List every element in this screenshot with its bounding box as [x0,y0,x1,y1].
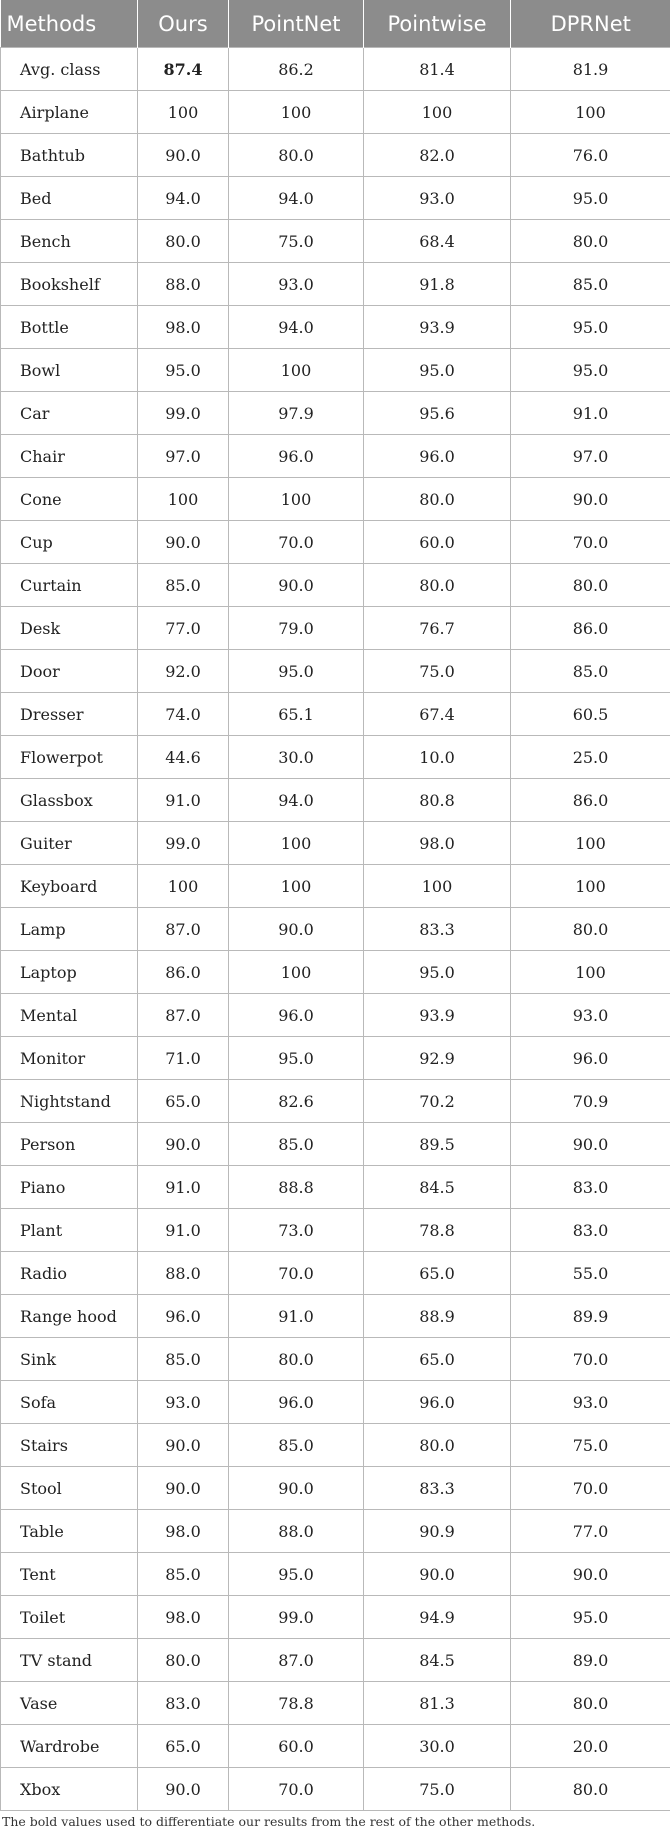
cell-dprnet: 100 [511,865,670,908]
cell-pointnet: 93.0 [229,263,364,306]
cell-ours: 88.0 [138,263,229,306]
row-label: Keyboard [1,865,138,908]
table-row [1,822,670,865]
row-label: Plant [1,1209,138,1252]
cell-dprnet: 80.0 [511,220,670,263]
cell-pointnet: 73.0 [229,1209,364,1252]
cell-dprnet: 85.0 [511,650,670,693]
row-label: Bed [1,177,138,220]
cell-ours: 100 [138,865,229,908]
cell-ours: 100 [138,478,229,521]
cell-ours: 86.0 [138,951,229,994]
cell-ours: 98.0 [138,306,229,349]
row-label: TV stand [1,1639,138,1682]
cell-pointwise: 70.2 [364,1080,511,1123]
row-label: Person [1,1123,138,1166]
cell-dprnet: 80.0 [511,564,670,607]
cell-pointnet: 80.0 [229,134,364,177]
cell-pointnet: 78.8 [229,1682,364,1725]
row-label: Bookshelf [1,263,138,306]
table-row [1,908,670,951]
cell-ours: 71.0 [138,1037,229,1080]
cell-dprnet: 83.0 [511,1166,670,1209]
table-row [1,865,670,908]
cell-pointnet: 75.0 [229,220,364,263]
table-row [1,1252,670,1295]
row-label: Sink [1,1338,138,1381]
cell-dprnet: 75.0 [511,1424,670,1467]
cell-ours: 95.0 [138,349,229,392]
table-row [1,48,670,91]
cell-ours: 98.0 [138,1596,229,1639]
cell-ours: 90.0 [138,1424,229,1467]
cell-pointnet: 94.0 [229,306,364,349]
cell-pointwise: 84.5 [364,1639,511,1682]
cell-pointwise: 92.9 [364,1037,511,1080]
cell-dprnet: 80.0 [511,908,670,951]
cell-pointwise: 83.3 [364,1467,511,1510]
cell-dprnet: 83.0 [511,1209,670,1252]
cell-pointnet: 96.0 [229,1381,364,1424]
cell-pointwise: 93.9 [364,306,511,349]
row-label: Radio [1,1252,138,1295]
cell-pointnet: 96.0 [229,435,364,478]
table-row [1,650,670,693]
row-label: Lamp [1,908,138,951]
cell-pointwise: 78.8 [364,1209,511,1252]
table-footnote: The bold values used to differentiate our results from the rest of the other methods. [2,1814,536,1829]
table-row [1,693,670,736]
table-row [1,1381,670,1424]
row-label: Nightstand [1,1080,138,1123]
cell-pointnet: 70.0 [229,1768,364,1811]
table-row [1,564,670,607]
table-row [1,177,670,220]
cell-ours: 88.0 [138,1252,229,1295]
table-row [1,521,670,564]
cell-pointwise: 96.0 [364,1381,511,1424]
cell-pointnet: 90.0 [229,1467,364,1510]
cell-pointnet: 100 [229,478,364,521]
cell-pointwise: 82.0 [364,134,511,177]
cell-ours: 87.0 [138,908,229,951]
cell-dprnet: 76.0 [511,134,670,177]
cell-dprnet: 70.9 [511,1080,670,1123]
cell-dprnet: 60.5 [511,693,670,736]
table-row [1,736,670,779]
cell-pointwise: 81.3 [364,1682,511,1725]
cell-pointnet: 100 [229,951,364,994]
cell-pointwise: 88.9 [364,1295,511,1338]
cell-dprnet: 100 [511,91,670,134]
cell-ours: 77.0 [138,607,229,650]
cell-ours: 99.0 [138,392,229,435]
cell-dprnet: 70.0 [511,1338,670,1381]
table-row [1,91,670,134]
row-label: Glassbox [1,779,138,822]
cell-pointwise: 94.9 [364,1596,511,1639]
cell-pointwise: 75.0 [364,650,511,693]
row-label: Mental [1,994,138,1037]
cell-pointwise: 90.0 [364,1553,511,1596]
table-row [1,779,670,822]
cell-ours: 93.0 [138,1381,229,1424]
cell-dprnet: 90.0 [511,1123,670,1166]
cell-ours: 99.0 [138,822,229,865]
row-label: Bathtub [1,134,138,177]
cell-ours: 100 [138,91,229,134]
cell-ours: 90.0 [138,1768,229,1811]
cell-dprnet: 95.0 [511,349,670,392]
table-row [1,1295,670,1338]
cell-ours: 90.0 [138,521,229,564]
table-row [1,220,670,263]
header-ours: Ours [138,0,229,48]
cell-dprnet: 90.0 [511,478,670,521]
row-label: Vase [1,1682,138,1725]
cell-pointwise: 10.0 [364,736,511,779]
cell-pointwise: 80.0 [364,564,511,607]
cell-pointwise: 75.0 [364,1768,511,1811]
cell-dprnet: 97.0 [511,435,670,478]
cell-ours: 91.0 [138,779,229,822]
cell-ours: 90.0 [138,1123,229,1166]
cell-dprnet: 95.0 [511,177,670,220]
cell-ours: 65.0 [138,1725,229,1768]
cell-pointwise: 90.9 [364,1510,511,1553]
cell-pointwise: 95.0 [364,951,511,994]
cell-ours: 87.4 [138,48,229,91]
cell-dprnet: 85.0 [511,263,670,306]
row-label: Door [1,650,138,693]
header-row [1,0,670,48]
row-label: Curtain [1,564,138,607]
cell-ours: 85.0 [138,1553,229,1596]
cell-pointnet: 90.0 [229,908,364,951]
cell-ours: 80.0 [138,1639,229,1682]
cell-pointnet: 86.2 [229,48,364,91]
row-label: Guiter [1,822,138,865]
cell-dprnet: 89.0 [511,1639,670,1682]
table-row [1,1080,670,1123]
cell-pointwise: 91.8 [364,263,511,306]
cell-pointnet: 85.0 [229,1123,364,1166]
cell-pointnet: 60.0 [229,1725,364,1768]
cell-pointnet: 100 [229,349,364,392]
table-row [1,1424,670,1467]
cell-dprnet: 100 [511,951,670,994]
header-pointwise: Pointwise [364,0,511,48]
cell-dprnet: 90.0 [511,1553,670,1596]
cell-pointwise: 30.0 [364,1725,511,1768]
cell-pointwise: 100 [364,91,511,134]
cell-pointnet: 85.0 [229,1424,364,1467]
row-label: Bench [1,220,138,263]
row-label: Stool [1,1467,138,1510]
table-row [1,306,670,349]
row-label: Monitor [1,1037,138,1080]
table-row [1,1166,670,1209]
header-methods: Methods [1,0,138,48]
table-row [1,1037,670,1080]
cell-pointwise: 93.9 [364,994,511,1037]
cell-pointwise: 80.0 [364,478,511,521]
row-label: Stairs [1,1424,138,1467]
cell-dprnet: 86.0 [511,779,670,822]
cell-ours: 87.0 [138,994,229,1037]
cell-pointnet: 100 [229,822,364,865]
cell-pointwise: 100 [364,865,511,908]
cell-pointnet: 95.0 [229,650,364,693]
table-row [1,607,670,650]
cell-ours: 74.0 [138,693,229,736]
cell-pointwise: 65.0 [364,1252,511,1295]
cell-pointnet: 65.1 [229,693,364,736]
cell-pointwise: 76.7 [364,607,511,650]
cell-pointnet: 95.0 [229,1553,364,1596]
cell-pointwise: 68.4 [364,220,511,263]
row-label: Airplane [1,91,138,134]
cell-dprnet: 89.9 [511,1295,670,1338]
cell-dprnet: 80.0 [511,1768,670,1811]
table-row [1,263,670,306]
row-label: Laptop [1,951,138,994]
cell-ours: 44.6 [138,736,229,779]
row-label: Toilet [1,1596,138,1639]
cell-dprnet: 20.0 [511,1725,670,1768]
cell-ours: 85.0 [138,564,229,607]
row-label: Car [1,392,138,435]
table-row [1,951,670,994]
table-row [1,1725,670,1768]
cell-dprnet: 96.0 [511,1037,670,1080]
cell-pointwise: 83.3 [364,908,511,951]
table-row [1,1209,670,1252]
cell-pointnet: 70.0 [229,1252,364,1295]
cell-pointnet: 96.0 [229,994,364,1037]
table-header [1,0,670,48]
cell-pointwise: 81.4 [364,48,511,91]
cell-dprnet: 93.0 [511,1381,670,1424]
row-label: Table [1,1510,138,1553]
row-label: Xbox [1,1768,138,1811]
cell-dprnet: 70.0 [511,521,670,564]
cell-ours: 96.0 [138,1295,229,1338]
row-label: Bowl [1,349,138,392]
table-row [1,1596,670,1639]
cell-dprnet: 93.0 [511,994,670,1037]
cell-pointwise: 96.0 [364,435,511,478]
cell-pointnet: 80.0 [229,1338,364,1381]
table-row [1,994,670,1037]
table-row [1,435,670,478]
row-label: Avg. class [1,48,138,91]
row-label: Chair [1,435,138,478]
cell-pointwise: 84.5 [364,1166,511,1209]
table-row [1,349,670,392]
header-dprnet: DPRNet [511,0,670,48]
cell-pointnet: 82.6 [229,1080,364,1123]
cell-dprnet: 100 [511,822,670,865]
cell-pointnet: 100 [229,91,364,134]
table-row [1,1768,670,1811]
table-row [1,1682,670,1725]
cell-pointnet: 99.0 [229,1596,364,1639]
cell-pointnet: 91.0 [229,1295,364,1338]
table-row [1,1123,670,1166]
cell-pointnet: 88.8 [229,1166,364,1209]
cell-pointnet: 88.0 [229,1510,364,1553]
cell-ours: 90.0 [138,1467,229,1510]
table-row [1,1467,670,1510]
cell-ours: 92.0 [138,650,229,693]
cell-dprnet: 81.9 [511,48,670,91]
row-label: Piano [1,1166,138,1209]
row-label: Dresser [1,693,138,736]
cell-dprnet: 70.0 [511,1467,670,1510]
table-row [1,1338,670,1381]
cell-dprnet: 77.0 [511,1510,670,1553]
header-pointnet: PointNet [229,0,364,48]
cell-pointnet: 87.0 [229,1639,364,1682]
table-row [1,134,670,177]
cell-dprnet: 80.0 [511,1682,670,1725]
cell-ours: 98.0 [138,1510,229,1553]
cell-pointnet: 90.0 [229,564,364,607]
cell-pointwise: 95.6 [364,392,511,435]
cell-ours: 91.0 [138,1166,229,1209]
table-row [1,1639,670,1682]
cell-pointnet: 30.0 [229,736,364,779]
row-label: Tent [1,1553,138,1596]
table-row [1,1553,670,1596]
row-label: Wardrobe [1,1725,138,1768]
cell-pointnet: 70.0 [229,521,364,564]
cell-pointwise: 80.0 [364,1424,511,1467]
row-label: Range hood [1,1295,138,1338]
cell-dprnet: 95.0 [511,306,670,349]
table-row [1,392,670,435]
row-label: Cup [1,521,138,564]
cell-pointnet: 94.0 [229,177,364,220]
cell-pointnet: 97.9 [229,392,364,435]
cell-ours: 90.0 [138,134,229,177]
cell-dprnet: 86.0 [511,607,670,650]
cell-pointwise: 93.0 [364,177,511,220]
row-label: Sofa [1,1381,138,1424]
table-row [1,1510,670,1553]
cell-ours: 80.0 [138,220,229,263]
cell-pointwise: 95.0 [364,349,511,392]
cell-pointnet: 79.0 [229,607,364,650]
cell-ours: 91.0 [138,1209,229,1252]
cell-pointnet: 95.0 [229,1037,364,1080]
cell-pointwise: 89.5 [364,1123,511,1166]
cell-ours: 65.0 [138,1080,229,1123]
cell-pointwise: 80.8 [364,779,511,822]
cell-pointwise: 60.0 [364,521,511,564]
cell-dprnet: 25.0 [511,736,670,779]
row-label: Desk [1,607,138,650]
cell-pointwise: 65.0 [364,1338,511,1381]
table-body [1,48,670,1811]
cell-pointnet: 100 [229,865,364,908]
cell-dprnet: 95.0 [511,1596,670,1639]
cell-dprnet: 91.0 [511,392,670,435]
cell-ours: 94.0 [138,177,229,220]
cell-ours: 85.0 [138,1338,229,1381]
cell-ours: 97.0 [138,435,229,478]
cell-pointwise: 67.4 [364,693,511,736]
row-label: Flowerpot [1,736,138,779]
table-row [1,478,670,521]
row-label: Cone [1,478,138,521]
cell-dprnet: 55.0 [511,1252,670,1295]
cell-ours: 83.0 [138,1682,229,1725]
row-label: Bottle [1,306,138,349]
cell-pointnet: 94.0 [229,779,364,822]
cell-pointwise: 98.0 [364,822,511,865]
